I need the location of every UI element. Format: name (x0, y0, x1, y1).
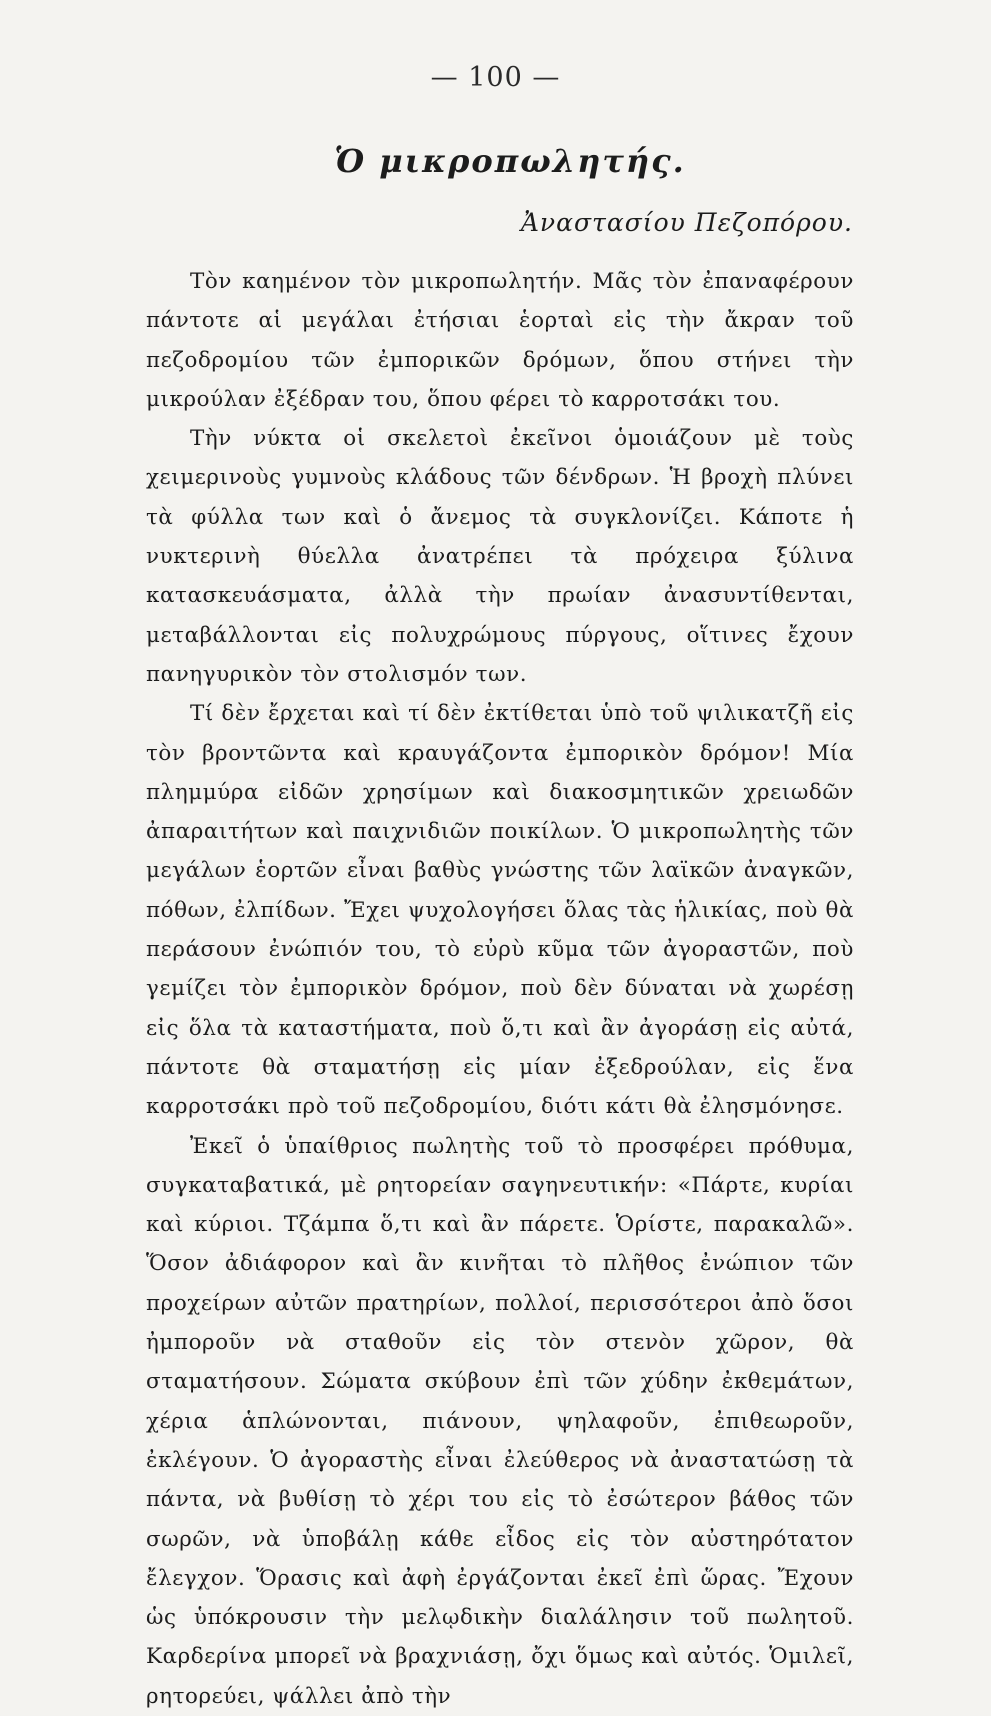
paragraph: Τὸν καημένον τὸν μικροπωλητήν. Μᾶς τὸν ἐπαναφέρουν πάντοτε αἱ μεγάλαι ἐτήσιαι ἑορταὶ εἰς τὴν ἄκραν τοῦ πεζοδρομίου τῶν ἐμπορικῶν δρόμων, ὅπου στήνει τὴν μικρούλαν ἐξέδραν του, ὅπου φέρει τὸ καρροτσάκι του. (146, 269, 854, 412)
paragraph: Τί δὲν ἔρχεται καὶ τί δὲν ἐκτίθεται ὑπὸ τοῦ ψιλικατζῆ εἰς τὸν βροντῶντα καὶ κραυγάζοντα ἐμπορικὸν δρόμον! Μία πλημμύρα εἰδῶν χρησίμων καὶ διακοσμητικῶν χρειωδῶν ἀπαραιτήτων καὶ παιχνιδιῶν ποικίλων. Ὁ μικροπωλητὴς τῶν μεγάλων ἑορτῶν εἶναι βαθὺς γνώστης τῶν λαϊκῶν ἀναγκῶν, πόθων, ἐλπίδων. Ἔχει ψυχολογήσει ὅλας τὰς ἡλικίας, ποὺ θὰ περάσουν ἐνώπιόν του, τὸ εὐρὺ κῦμα τῶν ἀγοραστῶν, ποὺ γεμίζει τὸν ἐμπορικὸν δρόμον, ποὺ δὲν δύναται νὰ χωρέσῃ εἰς ὅλα τὰ καταστήματα, ποὺ ὅ,τι καὶ ἂν ἀγοράσῃ εἰς αὐτά, πάντοτε θὰ σταματήσῃ εἰς μίαν ἐξεδρούλαν, εἰς ἕνα καρροτσάκι πρὸ τοῦ πεζοδρομίου, διότι κάτι θὰ ἐλησμόνησε. (146, 701, 854, 1120)
body-text (146, 262, 854, 1716)
chapter-title: Ὁ μικροπωλητής. (334, 142, 686, 180)
paragraph: Τὴν νύκτα οἱ σκελετοὶ ἐκεῖνοι ὁμοιάζουν μὲ τοὺς χειμερινοὺς γυμνοὺς κλάδους τῶν δένδρων. Ἡ βροχὴ πλύνει τὰ φύλλα των καὶ ὁ ἄνεμος τὰ συγκλονίζει. Κάποτε ἡ νυκτερινὴ θύελλα ἀνατρέπει τὰ πρόχειρα ξύλινα κατασκευάσματα, ἀλλὰ τὴν πρωίαν ἀνασυντίθενται, μεταβάλλονται εἰς πολυχρώμους πύργους, οἵτινες ἔχουν πανηγυρικὸν τὸν στολισμόν των. (146, 426, 854, 687)
author-name: Ἀναστασίου Πεζοπόρου. (520, 208, 853, 237)
page-number: — 100 — (430, 62, 561, 93)
paragraph: Ἐκεῖ ὁ ὑπαίθριος πωλητὴς τοῦ τὸ προσφέρει πρόθυμα, συγκαταβατικά, μὲ ρητορείαν σαγηνευτικήν: «Πάρτε, κυρίαι καὶ κύριοι. Τζάμπα ὅ,τι καὶ ἂν πάρετε. Ὁρίστε, παρακαλῶ». Ὅσον ἀδιάφορον καὶ ἂν κινῆται τὸ πλῆθος ἐνώπιον τῶν προχείρων αὐτῶν πρατηρίων, πολλοί, περισσότεροι ἀπὸ ὅσοι ἠμποροῦν νὰ σταθοῦν εἰς τὸν στενὸν χῶρον, θὰ σταματήσουν. Σώματα σκύβουν ἐπὶ τῶν χύδην ἐκθεμάτων, χέρια ἁπλώνονται, πιάνουν, ψηλαφοῦν, ἐπιθεωροῦν, ἐκλέγουν. Ὁ ἀγοραστὴς εἶναι ἐλεύθερος νὰ ἀναστατώσῃ τὰ πάντα, νὰ βυθίσῃ τὸ χέρι του εἰς τὸ ἐσώτερον βάθος τῶν σωρῶν, νὰ ὑποβάλῃ κάθε εἶδος εἰς τὸν αὐστηρότατον ἔλεγχον. Ὅρασις καὶ ἀφὴ ἐργάζονται ἐκεῖ ἐπὶ ὥρας. Ἔχουν ὡς ὑπόκρουσιν τὴν μελῳδικὴν διαλάλησιν τοῦ πωλητοῦ. Καρδερίνα μπορεῖ νὰ βραχνιάσῃ, ὄχι ὅμως καὶ αὐτός. Ὁμιλεῖ, ρητορεύει, ψάλλει ἀπὸ τὴν (146, 1133, 854, 1709)
